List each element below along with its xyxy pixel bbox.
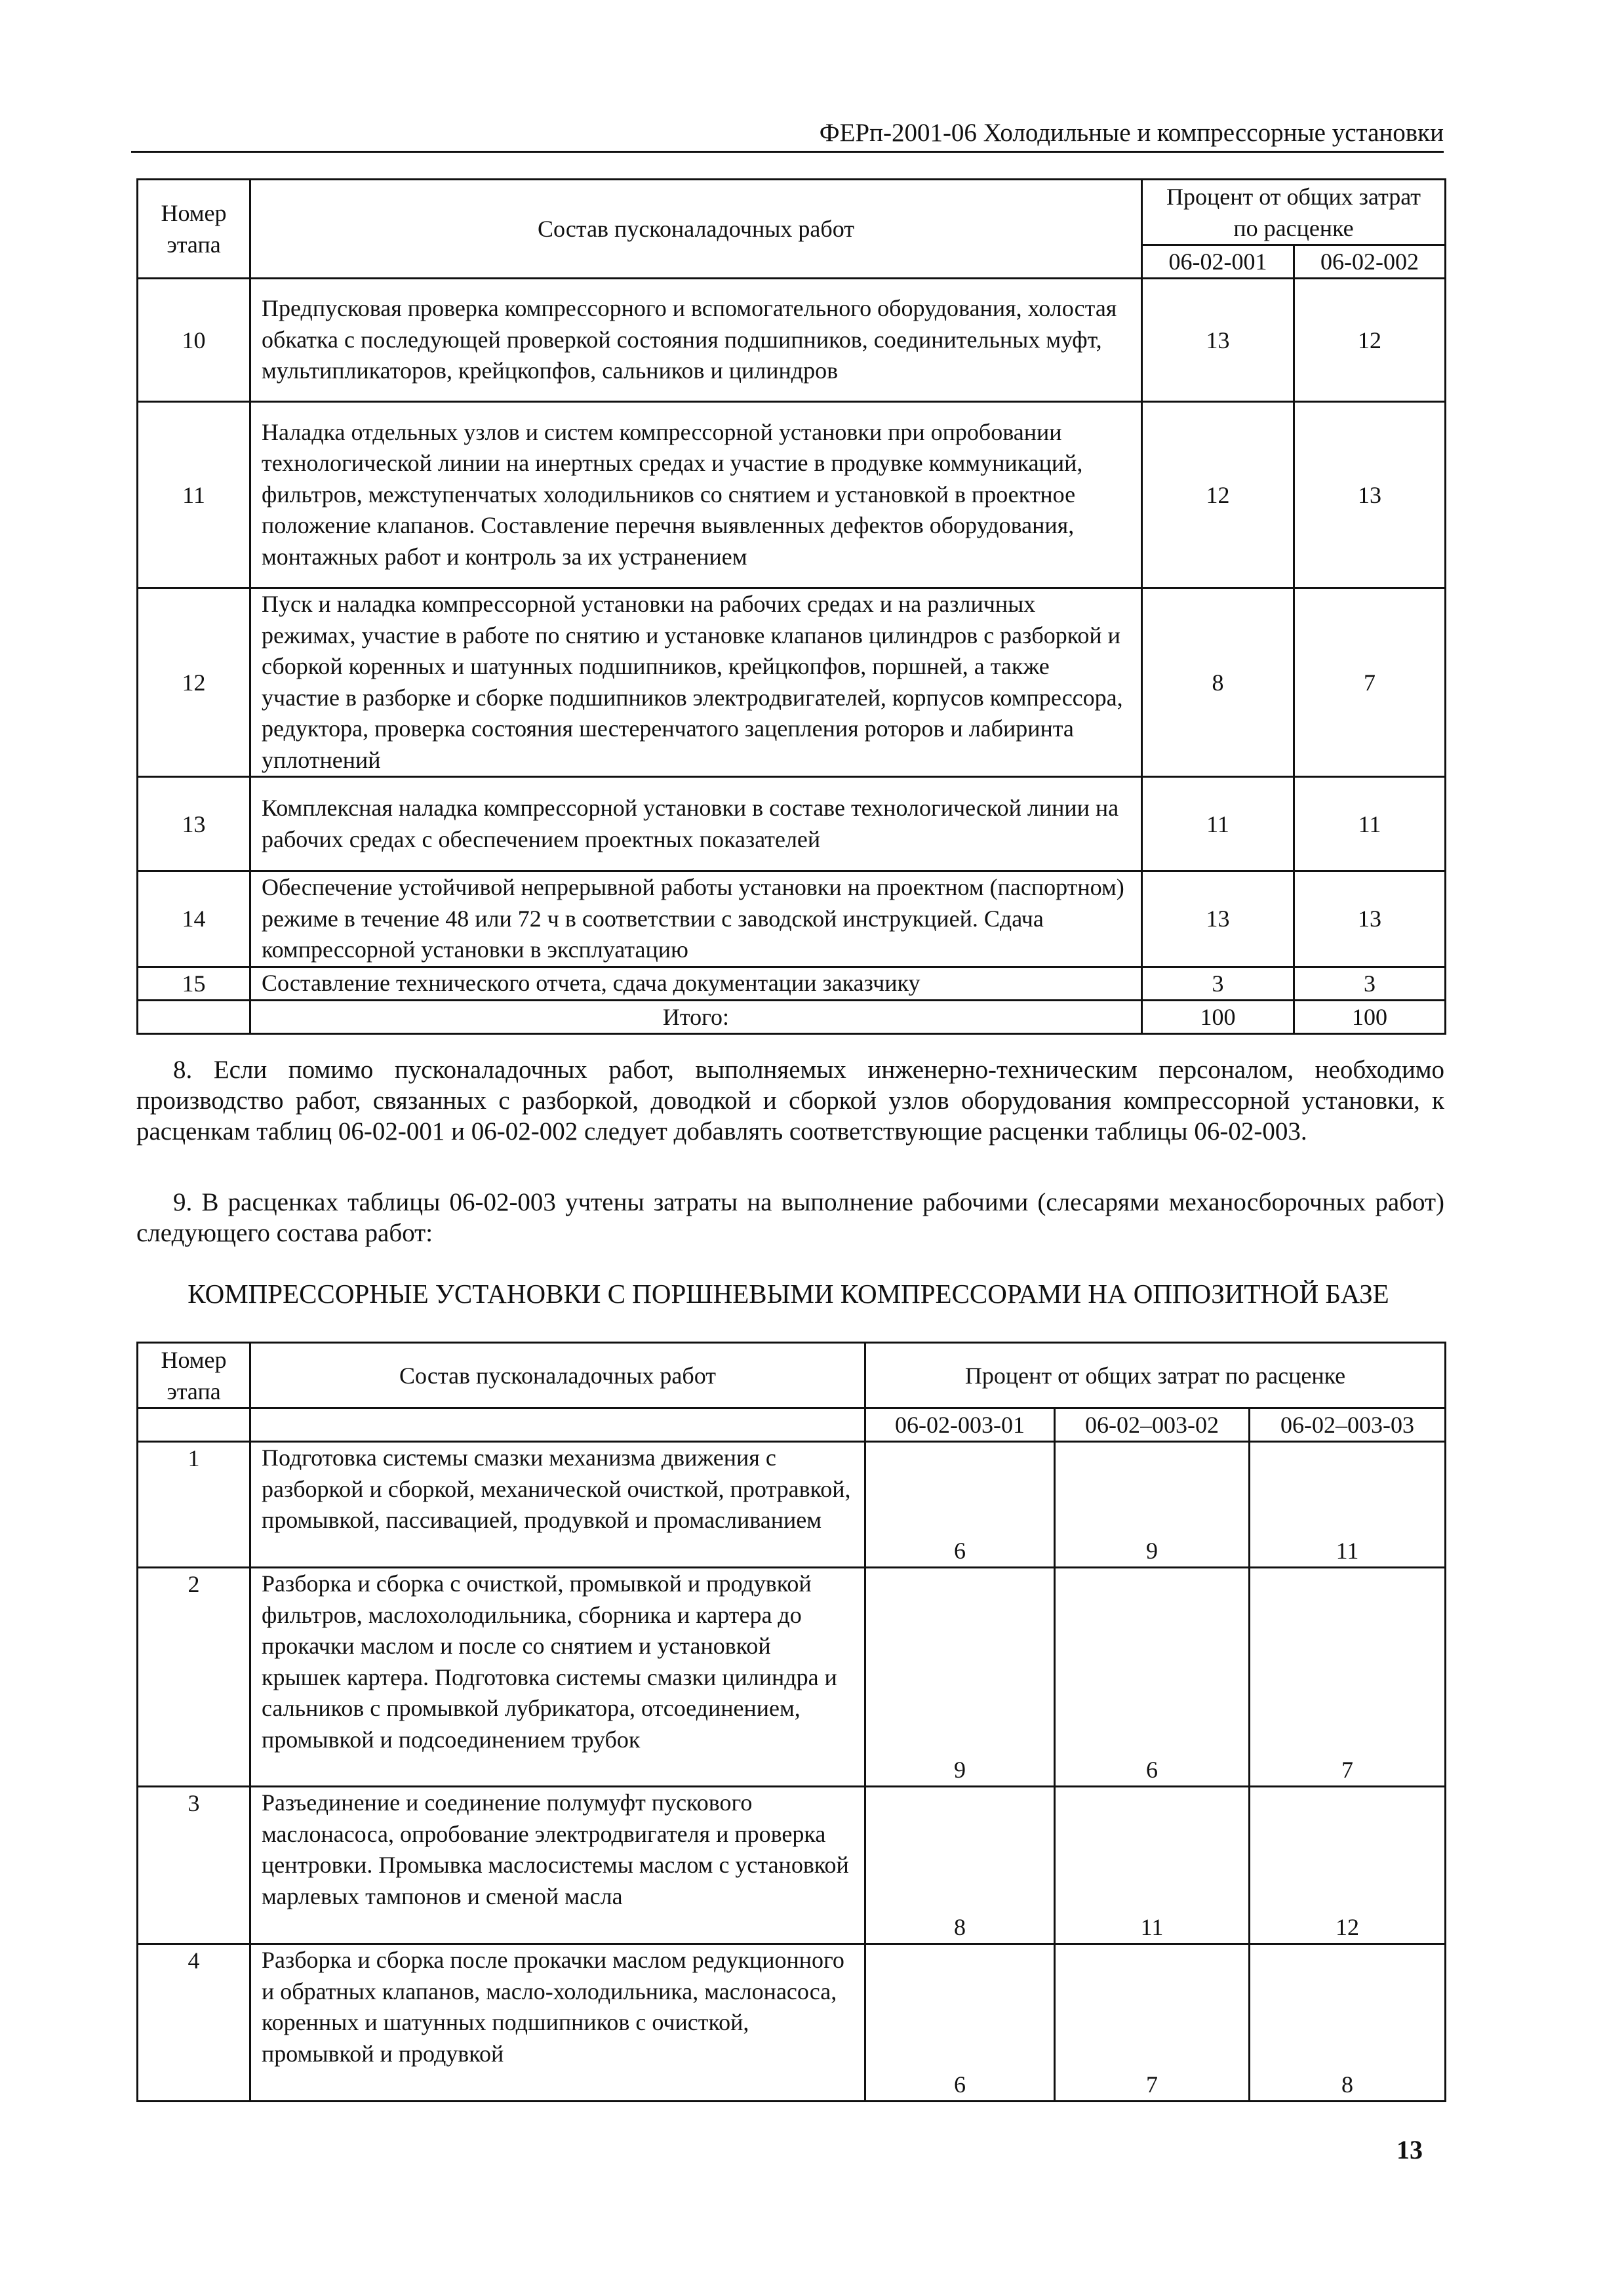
page-header-title: ФЕРп-2001-06 Холодильные и компрессорные установки: [819, 119, 1444, 147]
table-row: [138, 1944, 1446, 2102]
table-row: [138, 1568, 1446, 1787]
table-row: [138, 967, 1446, 1000]
stage-description: Обеспечение устойчивой непрерывной работы установки на проектном (паспортном) режиме в течение 48 или 72 ч в соответствии с заводской инструкцией. Сдача компрессорной установки в эксплуатацию: [250, 871, 1142, 967]
paragraph-9-text: 9. В расценках таблицы 06-02-003 учтены затраты на выполнение рабочими (слесарями механосборочных работ) следующего состава работ:: [136, 1188, 1444, 1247]
stage-number: 13: [138, 777, 250, 871]
table-row: [138, 588, 1446, 777]
percent-value: 11: [1055, 1787, 1250, 1944]
stage-cost-table-06-02-001-002: [136, 178, 1446, 1035]
percent-value: 3: [1142, 967, 1294, 1000]
percent-value: 9: [865, 1568, 1055, 1787]
percent-value: 6: [1055, 1568, 1250, 1787]
table-row: [138, 279, 1446, 402]
paragraph-9: [136, 1187, 1444, 1248]
percent-value: 7: [1055, 1944, 1250, 2102]
empty-cell: [138, 1408, 250, 1442]
table-row: [138, 402, 1446, 588]
table-row: [138, 777, 1446, 871]
paragraph-8-text: 8. Если помимо пусконаладочных работ, выполняемых инженерно-техническим персоналом, необходимо производство работ, связанных с разборкой, доводкой и сборкой узлов оборудования компрессорной установки, к расценкам таблиц 06-02-001 и 06-02-002 следует добавлять соответствующие расценки таблицы 06-02-003.: [136, 1056, 1444, 1146]
stage-description: Наладка отдельных узлов и систем компрессорной установки при опробовании технологической линии на инертных средах и участие в продувке коммуникаций, фильтров, межступенчатых холодильников со снятием и установкой в проектное положение клапанов. Составление перечня выявленных дефектов оборудования, монтажных работ и контроль за их устранением: [250, 402, 1142, 588]
percent-value: 3: [1294, 967, 1446, 1000]
percent-value: 7: [1250, 1568, 1446, 1787]
stage-description: Составление технического отчета, сдача документации заказчику: [250, 967, 1142, 1000]
stage-description: Разборка и сборка после прокачки маслом редукционного и обратных клапанов, масло-холодильника, маслонасоса, коренных и шатунных подшипников с очисткой, промывкой и продувкой: [250, 1944, 865, 2102]
stage-description: Подготовка системы смазки механизма движения с разборкой и сборкой, механической очисткой, протравкой, промывкой, пассивацией, продувкой и промасливанием: [250, 1442, 865, 1568]
header-code-06-02-003-02: 06-02–003-02: [1055, 1408, 1250, 1442]
percent-value: 11: [1250, 1442, 1446, 1568]
empty-cell: [138, 1000, 250, 1033]
header-work-composition: Состав пусконаладочных работ: [250, 1343, 865, 1408]
page-header: [131, 117, 1444, 153]
stage-number: 14: [138, 871, 250, 967]
stage-number: 15: [138, 967, 250, 1000]
percent-value: 9: [1055, 1442, 1250, 1568]
stage-cost-table-06-02-003: [136, 1342, 1446, 2102]
header-code-06-02-003-03: 06-02–003-03: [1250, 1408, 1446, 1442]
table-row: [138, 1442, 1446, 1568]
stage-number: 3: [138, 1787, 250, 1944]
header-code-06-02-003-01: 06-02-003-01: [865, 1408, 1055, 1442]
percent-value: 12: [1294, 279, 1446, 402]
percent-value: 12: [1142, 402, 1294, 588]
header-percent: Процент от общих затрат по расценке: [865, 1343, 1446, 1408]
stage-description: Пуск и наладка компрессорной установки на рабочих средах и на различных режимах, участие в работе по снятию и установке клапанов цилиндров с разборкой и сборкой коренных и шатунных подшипников, крейцкопфов, поршней, а также участие в разборке и сборке подшипников электродвигателей, корпусов компрессора, редуктора, проверка состояния шестеренчатого зацепления роторов и лабиринта уплотнений: [250, 588, 1142, 777]
percent-value: 13: [1142, 871, 1294, 967]
header-stage-number: Номер этапа: [138, 1343, 250, 1408]
percent-value: 13: [1294, 402, 1446, 588]
stage-description: Предпусковая проверка компрессорного и вспомогательного оборудования, холостая обкатка с последующей проверкой состояния подшипников, соединительных муфт, мультипликаторов, крейцкопфов, сальников и цилиндров: [250, 279, 1142, 402]
total-value: 100: [1142, 1000, 1294, 1033]
header-code-06-02-002: 06-02-002: [1294, 245, 1446, 279]
total-value: 100: [1294, 1000, 1446, 1033]
percent-value: 7: [1294, 588, 1446, 777]
header-stage-number: Номер этапа: [138, 180, 250, 279]
total-label: Итого:: [250, 1000, 1142, 1033]
stage-number: 1: [138, 1442, 250, 1568]
percent-value: 6: [865, 1442, 1055, 1568]
section-heading: КОМПРЕССОРНЫЕ УСТАНОВКИ С ПОРШНЕВЫМИ КОМПРЕССОРАМИ НА ОППОЗИТНОЙ БАЗЕ: [188, 1279, 1389, 1309]
stage-number: 2: [138, 1568, 250, 1787]
stage-number: 11: [138, 402, 250, 588]
empty-cell: [250, 1408, 865, 1442]
table-row: [138, 871, 1446, 967]
stage-description: Разборка и сборка с очисткой, промывкой и продувкой фильтров, маслохолодильника, сборника и картера до прокачки маслом и после со снятием и установкой крышек картера. Подготовка системы смазки цилиндра и сальников с промывкой лубрикатора, отсоединением, промывкой и подсоединением трубок: [250, 1568, 865, 1787]
stage-number: 10: [138, 279, 250, 402]
stage-number: 4: [138, 1944, 250, 2102]
percent-value: 8: [865, 1787, 1055, 1944]
paragraph-8: [136, 1054, 1444, 1147]
table-total-row: [138, 1000, 1446, 1033]
percent-value: 11: [1142, 777, 1294, 871]
stage-number: 12: [138, 588, 250, 777]
percent-value: 13: [1142, 279, 1294, 402]
header-code-06-02-001: 06-02-001: [1142, 245, 1294, 279]
header-work-composition: Состав пусконаладочных работ: [250, 180, 1142, 279]
page-number: 13: [1396, 2135, 1423, 2164]
header-percent: Процент от общих затрат по расценке: [1142, 180, 1446, 245]
percent-value: 6: [865, 1944, 1055, 2102]
percent-value: 12: [1250, 1787, 1446, 1944]
percent-value: 11: [1294, 777, 1446, 871]
percent-value: 8: [1250, 1944, 1446, 2102]
percent-value: 13: [1294, 871, 1446, 967]
percent-value: 8: [1142, 588, 1294, 777]
table-row: [138, 1787, 1446, 1944]
stage-description: Комплексная наладка компрессорной установки в составе технологической линии на рабочих средах с обеспечением проектных показателей: [250, 777, 1142, 871]
stage-description: Разъединение и соединение полумуфт пускового маслонасоса, опробование электродвигателя и проверка центровки. Промывка маслосистемы маслом с установкой марлевых тампонов и сменой масла: [250, 1787, 865, 1944]
